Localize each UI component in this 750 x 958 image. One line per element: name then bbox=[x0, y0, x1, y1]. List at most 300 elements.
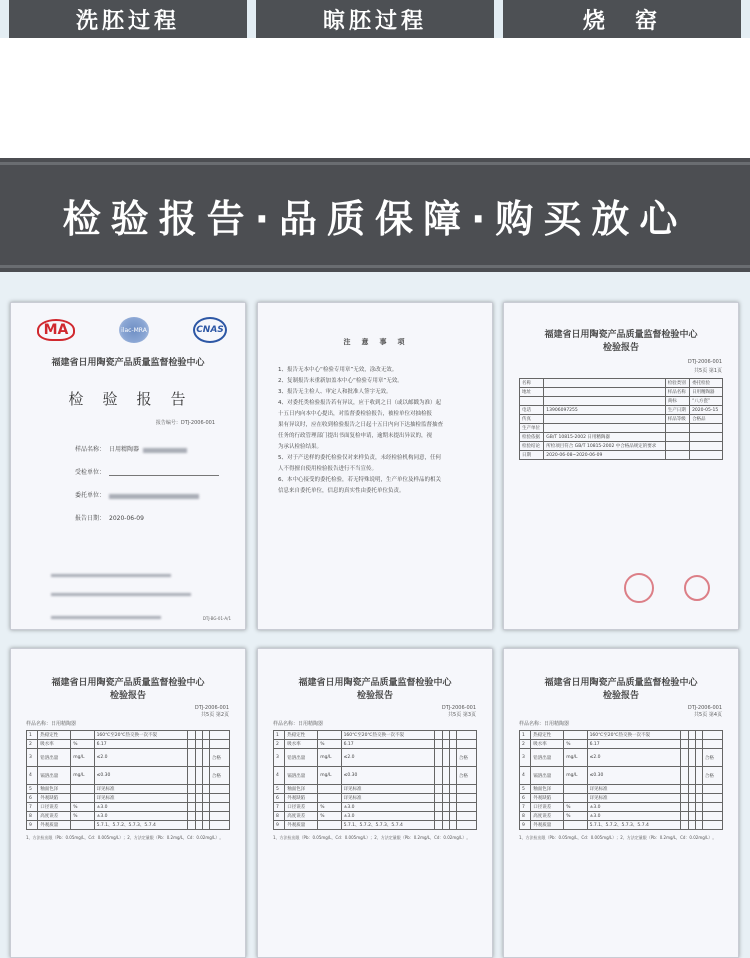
results-cell bbox=[449, 740, 456, 749]
results-row bbox=[27, 821, 230, 830]
results-cell: % bbox=[564, 812, 587, 821]
results-row bbox=[520, 749, 723, 767]
results-cell: 镉溶出量 bbox=[38, 767, 71, 785]
results-cell: 4 bbox=[520, 767, 531, 785]
results-cell: % bbox=[71, 812, 94, 821]
summary-cell: GB/T 10815-2002 日用精陶器 bbox=[544, 433, 666, 442]
results-cell: 8 bbox=[274, 812, 285, 821]
results-cell bbox=[195, 785, 202, 794]
results-cell: 热稳定性 bbox=[285, 731, 318, 740]
summary-row bbox=[520, 451, 723, 460]
results-cell: 口径误差 bbox=[285, 803, 318, 812]
results-cell bbox=[449, 767, 456, 785]
results-cell: mg/L bbox=[71, 767, 94, 785]
results-cell bbox=[695, 794, 702, 803]
results-cell bbox=[209, 785, 229, 794]
results-cell bbox=[435, 794, 442, 803]
results-cell: 6.17 bbox=[94, 740, 188, 749]
results-cell bbox=[456, 821, 476, 830]
results-cell bbox=[702, 812, 722, 821]
results-cell bbox=[435, 767, 442, 785]
results-cell: ±3.0 bbox=[587, 812, 681, 821]
notice-item: 5、对于产送样的委托检验仅对来样负责，未经检验机构同意，任何 bbox=[278, 455, 442, 461]
results-cell: 外观缺陷 bbox=[531, 794, 564, 803]
redacted-text bbox=[143, 448, 187, 453]
results-cell bbox=[195, 794, 202, 803]
results-row bbox=[520, 803, 723, 812]
banner-title: 检验报告·品质保障·购买放心 bbox=[62, 196, 688, 241]
results-cell bbox=[202, 794, 209, 803]
results-cell bbox=[695, 767, 702, 785]
results-cell: 详见标准 bbox=[587, 785, 681, 794]
washing-process-button[interactable]: 洗胚过程 bbox=[9, 0, 247, 38]
results-cell bbox=[456, 785, 476, 794]
results-cell bbox=[195, 731, 202, 740]
results-cell bbox=[695, 731, 702, 740]
drying-process-button[interactable]: 晾胚过程 bbox=[256, 0, 494, 38]
results-sample-label: 样品名称：日用精陶器 bbox=[273, 721, 324, 727]
results-cell bbox=[188, 740, 195, 749]
results-cell bbox=[449, 803, 456, 812]
banner-divider-top bbox=[0, 162, 750, 165]
results-cell bbox=[688, 785, 695, 794]
results-cell bbox=[209, 803, 229, 812]
results-cell: 釉面色泽 bbox=[38, 785, 71, 794]
results-cell: 釉面色泽 bbox=[531, 785, 564, 794]
results-cell bbox=[695, 812, 702, 821]
results-cell: 2 bbox=[27, 740, 38, 749]
results-cell bbox=[564, 821, 587, 830]
client-label: 委托单位： bbox=[75, 492, 106, 499]
results-note: 1、方法检出限（Pb：0.05mg/L，Cd：0.005mg/L）；2、方法定量限（Pb：0.2mg/L，Cd：0.02mg/L）。 bbox=[519, 835, 717, 840]
results-cell bbox=[188, 821, 195, 830]
results-cell: 4 bbox=[274, 767, 285, 785]
summary-cell bbox=[544, 415, 666, 424]
results-cell: 铅溶出量 bbox=[38, 749, 71, 767]
results-cell: mg/L bbox=[564, 767, 587, 785]
results-row bbox=[27, 812, 230, 821]
results-cell: 8 bbox=[520, 812, 531, 821]
notice-item: 6、本中心接受的委托检验，若无特殊说明，生产单位及样品的相关 bbox=[278, 477, 442, 483]
results-cell: 160℃至20℃热交换一次不裂 bbox=[587, 731, 681, 740]
results-cell: 外观缺陷 bbox=[38, 794, 71, 803]
summary-cell: 生产日期 bbox=[665, 406, 689, 415]
results-cell: ≤0.30 bbox=[94, 767, 188, 785]
results-cell: 详见标准 bbox=[341, 794, 435, 803]
report-summary-image[interactable] bbox=[503, 302, 739, 630]
results-cell: ±3.0 bbox=[587, 803, 681, 812]
results-cell: 详见标准 bbox=[94, 794, 188, 803]
results-cell bbox=[681, 785, 688, 794]
report-cover-image[interactable] bbox=[10, 302, 246, 630]
results-cell bbox=[435, 785, 442, 794]
results-cell: 5.7.1、5.7.2、5.7.3、5.7.4 bbox=[341, 821, 435, 830]
results-cell: 8 bbox=[27, 812, 38, 821]
summary-cell bbox=[690, 451, 723, 460]
results-org-title: 福建省日用陶瓷产品质量监督检验中心 bbox=[298, 678, 452, 688]
results-cell bbox=[195, 767, 202, 785]
sample-label: 样品名称： bbox=[75, 446, 106, 453]
results-cell: 口径误差 bbox=[38, 803, 71, 812]
results-row bbox=[520, 740, 723, 749]
results-cell: 5 bbox=[520, 785, 531, 794]
results-cell: % bbox=[318, 803, 341, 812]
summary-row bbox=[520, 388, 723, 397]
results-heading: 检验报告 bbox=[602, 691, 639, 701]
results-report-number: DTJ-2006-001 bbox=[441, 705, 476, 711]
redacted-text bbox=[109, 494, 199, 499]
results-cell bbox=[202, 785, 209, 794]
results-cell: % bbox=[318, 740, 341, 749]
results-cell bbox=[449, 794, 456, 803]
banner-divider-bottom bbox=[0, 265, 750, 268]
results-row bbox=[520, 821, 723, 830]
results-cell: 5.7.1、5.7.2、5.7.3、5.7.4 bbox=[587, 821, 681, 830]
results-cell: 镉溶出量 bbox=[531, 767, 564, 785]
results-heading: 检验报告 bbox=[356, 691, 393, 701]
summary-cell: 13906097255 bbox=[544, 406, 666, 415]
summary-cell: 检验类别 bbox=[665, 379, 689, 388]
results-cell: 口径误差 bbox=[531, 803, 564, 812]
summary-cell: 传真 bbox=[520, 415, 544, 424]
results-cell: ≤0.30 bbox=[587, 767, 681, 785]
spacer bbox=[0, 38, 750, 158]
results-cell bbox=[442, 812, 449, 821]
results-cell bbox=[202, 749, 209, 767]
results-cell bbox=[71, 794, 94, 803]
redacted-text bbox=[51, 593, 191, 596]
results-row bbox=[27, 740, 230, 749]
results-row bbox=[27, 785, 230, 794]
results-note: 1、方法检出限（Pb：0.05mg/L，Cd：0.005mg/L）；2、方法定量限（Pb：0.2mg/L，Cd：0.02mg/L）。 bbox=[273, 835, 471, 840]
results-cell bbox=[695, 803, 702, 812]
results-note: 1、方法检出限（Pb：0.05mg/L，Cd：0.005mg/L）；2、方法定量限（Pb：0.2mg/L，Cd：0.02mg/L）。 bbox=[26, 835, 224, 840]
results-row bbox=[274, 821, 477, 830]
results-cell: mg/L bbox=[71, 749, 94, 767]
results-cell bbox=[202, 731, 209, 740]
summary-cell bbox=[665, 442, 689, 451]
results-cell bbox=[435, 749, 442, 767]
results-cell bbox=[188, 731, 195, 740]
results-cell bbox=[456, 731, 476, 740]
results-org-title: 福建省日用陶瓷产品质量监督检验中心 bbox=[544, 678, 698, 688]
results-cell bbox=[688, 749, 695, 767]
notice-item: 3、报告无主检人、审定人和批准人签字无效。 bbox=[278, 389, 392, 395]
results-cell: 合格 bbox=[209, 767, 229, 785]
results-report-number: DTJ-2006-001 bbox=[687, 705, 722, 711]
results-cell bbox=[702, 785, 722, 794]
inspection-stamp-icon bbox=[684, 575, 710, 601]
results-cell bbox=[195, 812, 202, 821]
results-cell: 详见标准 bbox=[341, 785, 435, 794]
results-cell: % bbox=[564, 740, 587, 749]
results-cell: 合格 bbox=[702, 767, 722, 785]
results-org-title: 福建省日用陶瓷产品质量监督检验中心 bbox=[51, 678, 205, 688]
results-cell bbox=[681, 767, 688, 785]
results-cell bbox=[449, 749, 456, 767]
cover-client-field bbox=[75, 490, 245, 499]
firing-process-button[interactable]: 烧 窑 bbox=[503, 0, 741, 38]
cover-report-heading: 检 验 报 告 bbox=[68, 390, 188, 408]
results-cell: 釉面色泽 bbox=[285, 785, 318, 794]
results-cell bbox=[702, 794, 722, 803]
summary-page-info: 共5页 第1页 bbox=[694, 368, 722, 374]
cover-date-field bbox=[75, 513, 245, 522]
results-cell: 3 bbox=[520, 749, 531, 767]
summary-row bbox=[520, 379, 723, 388]
results-cell bbox=[442, 749, 449, 767]
notice-item: 任务的行政管理部门提出书面复检申请，逾期未提出异议的，视 bbox=[278, 433, 433, 439]
results-row bbox=[27, 731, 230, 740]
results-cell bbox=[442, 785, 449, 794]
results-cell bbox=[442, 803, 449, 812]
results-cell bbox=[681, 731, 688, 740]
cover-inspected-field bbox=[75, 467, 245, 476]
results-cell bbox=[449, 731, 456, 740]
results-cell bbox=[688, 803, 695, 812]
redacted-text bbox=[51, 616, 161, 619]
results-cell: 铅溶出量 bbox=[531, 749, 564, 767]
results-cell: mg/L bbox=[318, 767, 341, 785]
results-cell: 外观质量 bbox=[38, 821, 71, 830]
results-cell: ±3.0 bbox=[94, 803, 188, 812]
results-cell bbox=[318, 821, 341, 830]
summary-cell: 日用精陶器 bbox=[690, 388, 723, 397]
results-cell bbox=[202, 767, 209, 785]
notice-item: 为承认检验结果。 bbox=[278, 444, 323, 450]
results-cell bbox=[209, 812, 229, 821]
summary-heading: 检验报告 bbox=[602, 343, 639, 353]
results-cell bbox=[435, 731, 442, 740]
results-cell bbox=[435, 821, 442, 830]
results-row bbox=[27, 749, 230, 767]
results-cell bbox=[564, 731, 587, 740]
summary-cell: 生产单位 bbox=[520, 424, 544, 433]
results-cell bbox=[456, 740, 476, 749]
notice-item: 十五日内向本中心提出，对监督委检验报告，被检单位对抽检报 bbox=[278, 411, 433, 417]
report-gallery bbox=[0, 272, 750, 958]
results-cell bbox=[435, 803, 442, 812]
results-cell: mg/L bbox=[318, 749, 341, 767]
results-cell: % bbox=[71, 803, 94, 812]
results-cell: 7 bbox=[520, 803, 531, 812]
summary-cell: 委托检验 bbox=[690, 379, 723, 388]
results-row bbox=[520, 731, 723, 740]
results-cell: 7 bbox=[274, 803, 285, 812]
sample-value: 日用精陶器 bbox=[109, 446, 140, 453]
results-table bbox=[273, 730, 477, 830]
results-cell bbox=[688, 821, 695, 830]
results-report-number: DTJ-2006-001 bbox=[194, 705, 229, 711]
results-cell bbox=[442, 740, 449, 749]
results-cell bbox=[702, 803, 722, 812]
results-cell bbox=[681, 803, 688, 812]
results-cell bbox=[702, 821, 722, 830]
date-label: 报告日期： bbox=[75, 515, 106, 522]
results-cell: 外观质量 bbox=[285, 821, 318, 830]
results-cell bbox=[688, 812, 695, 821]
summary-cell: 2020-06-08~2020-06-09 bbox=[544, 451, 666, 460]
results-cell: 1 bbox=[274, 731, 285, 740]
cover-sample-field bbox=[75, 444, 245, 453]
report-results-page-4-image[interactable] bbox=[503, 648, 739, 958]
results-cell bbox=[209, 821, 229, 830]
results-cell bbox=[435, 812, 442, 821]
results-cell: % bbox=[71, 740, 94, 749]
results-cell: 160℃至20℃热交换一次不裂 bbox=[94, 731, 188, 740]
cover-org-title: 福建省日用陶瓷产品质量监督检验中心 bbox=[51, 358, 205, 368]
results-cell: 合格 bbox=[456, 767, 476, 785]
report-number-value: DTJ-2006-001 bbox=[180, 420, 215, 426]
summary-cell: “八方瓷” bbox=[690, 397, 723, 406]
results-cell: 1 bbox=[520, 731, 531, 740]
notice-list bbox=[258, 365, 492, 497]
summary-cell: 所检项目符合 GB/T 10815-2002 中合格品规定的要求 bbox=[544, 442, 666, 451]
results-cell bbox=[202, 812, 209, 821]
results-table bbox=[26, 730, 230, 830]
results-cell: 9 bbox=[520, 821, 531, 830]
results-cell bbox=[71, 785, 94, 794]
results-cell: 9 bbox=[27, 821, 38, 830]
results-cell bbox=[202, 803, 209, 812]
results-sample-label: 样品名称：日用精陶器 bbox=[519, 721, 570, 727]
results-cell bbox=[702, 731, 722, 740]
results-cell: 2 bbox=[274, 740, 285, 749]
summary-cell bbox=[690, 442, 723, 451]
cover-report-number bbox=[11, 419, 215, 426]
results-cell bbox=[702, 740, 722, 749]
results-cell: 5 bbox=[274, 785, 285, 794]
results-cell: 1 bbox=[27, 731, 38, 740]
date-value: 2020-06-09 bbox=[109, 515, 144, 522]
results-cell: 高度误差 bbox=[38, 812, 71, 821]
results-cell bbox=[202, 740, 209, 749]
results-page-info: 共5页 第2页 bbox=[201, 712, 229, 718]
results-cell bbox=[456, 803, 476, 812]
results-cell bbox=[71, 731, 94, 740]
results-cell bbox=[681, 740, 688, 749]
summary-row bbox=[520, 415, 723, 424]
cover-logos bbox=[11, 303, 245, 343]
results-cell: 4 bbox=[27, 767, 38, 785]
summary-row bbox=[520, 442, 723, 451]
summary-cell: 检验结论 bbox=[520, 442, 544, 451]
results-cell: 吸水率 bbox=[531, 740, 564, 749]
results-cell: 详见标准 bbox=[94, 785, 188, 794]
ma-logo-icon: MA bbox=[37, 319, 75, 341]
summary-cell bbox=[665, 433, 689, 442]
results-cell bbox=[456, 812, 476, 821]
results-cell: 吸水率 bbox=[285, 740, 318, 749]
results-cell: 6.17 bbox=[341, 740, 435, 749]
results-cell: 3 bbox=[27, 749, 38, 767]
results-cell bbox=[695, 785, 702, 794]
results-cell bbox=[564, 785, 587, 794]
report-notice-image[interactable] bbox=[257, 302, 493, 630]
summary-cell bbox=[544, 388, 666, 397]
results-cell: 合格 bbox=[456, 749, 476, 767]
summary-table bbox=[519, 378, 723, 460]
results-row bbox=[274, 767, 477, 785]
results-cell bbox=[688, 731, 695, 740]
summary-row bbox=[520, 424, 723, 433]
summary-cell bbox=[520, 397, 544, 406]
summary-cell bbox=[665, 424, 689, 433]
notice-item: 信息来自委托单位，信息的真实性由委托单位负责。 bbox=[278, 488, 405, 494]
results-cell: 5 bbox=[27, 785, 38, 794]
inspected-label: 受检单位： bbox=[75, 469, 106, 476]
results-cell: 高度误差 bbox=[285, 812, 318, 821]
results-cell: % bbox=[318, 812, 341, 821]
results-cell bbox=[209, 731, 229, 740]
notice-item: 2、复制报告未重新加盖本中心“检验专用章”无效。 bbox=[278, 378, 403, 384]
results-cell bbox=[195, 821, 202, 830]
report-results-page-2-image[interactable] bbox=[10, 648, 246, 958]
results-cell bbox=[442, 731, 449, 740]
results-cell: 铅溶出量 bbox=[285, 749, 318, 767]
results-row bbox=[274, 803, 477, 812]
results-cell: 热稳定性 bbox=[531, 731, 564, 740]
results-cell bbox=[688, 740, 695, 749]
results-cell: 镉溶出量 bbox=[285, 767, 318, 785]
results-cell bbox=[442, 794, 449, 803]
notice-item: 人不得擅自使用检验报告进行不当宣传。 bbox=[278, 466, 378, 472]
results-cell bbox=[195, 803, 202, 812]
results-cell: ±3.0 bbox=[94, 812, 188, 821]
summary-cell bbox=[690, 424, 723, 433]
summary-cell: 日期 bbox=[520, 451, 544, 460]
summary-cell: 样品等级 bbox=[665, 415, 689, 424]
inspection-stamp-icon bbox=[624, 573, 654, 603]
report-results-page-3-image[interactable] bbox=[257, 648, 493, 958]
results-cell bbox=[449, 785, 456, 794]
results-cell: 外观质量 bbox=[531, 821, 564, 830]
summary-cell: 商标 bbox=[665, 397, 689, 406]
notice-item: 果有异议时，应在收到检验报告之日起十五日内向下达抽检监督抽查 bbox=[278, 422, 444, 428]
results-cell bbox=[209, 740, 229, 749]
results-cell bbox=[688, 794, 695, 803]
results-heading: 检验报告 bbox=[109, 691, 146, 701]
results-cell bbox=[318, 794, 341, 803]
cover-footer-code: DTJ-BG-01-A/1 bbox=[202, 616, 231, 621]
results-cell: 5.7.1、5.7.2、5.7.3、5.7.4 bbox=[94, 821, 188, 830]
results-row bbox=[520, 767, 723, 785]
summary-org-title: 福建省日用陶瓷产品质量监督检验中心 bbox=[544, 330, 698, 340]
summary-cell bbox=[544, 379, 666, 388]
summary-row bbox=[520, 406, 723, 415]
summary-cell: 检验依据 bbox=[520, 433, 544, 442]
results-cell: ≤0.30 bbox=[341, 767, 435, 785]
results-cell: 9 bbox=[274, 821, 285, 830]
results-cell bbox=[188, 749, 195, 767]
summary-cell: 2020-05-15 bbox=[690, 406, 723, 415]
results-cell bbox=[564, 794, 587, 803]
results-cell: 6 bbox=[274, 794, 285, 803]
results-row bbox=[520, 812, 723, 821]
inspected-underline bbox=[109, 470, 219, 476]
results-cell bbox=[195, 749, 202, 767]
report-banner bbox=[0, 158, 750, 272]
results-row bbox=[274, 812, 477, 821]
results-table bbox=[519, 730, 723, 830]
results-cell: mg/L bbox=[564, 749, 587, 767]
results-cell: 合格 bbox=[209, 749, 229, 767]
summary-cell: 合格品 bbox=[690, 415, 723, 424]
results-cell: 吸水率 bbox=[38, 740, 71, 749]
cover-address-block bbox=[51, 566, 245, 623]
results-cell bbox=[435, 740, 442, 749]
summary-row bbox=[520, 397, 723, 406]
